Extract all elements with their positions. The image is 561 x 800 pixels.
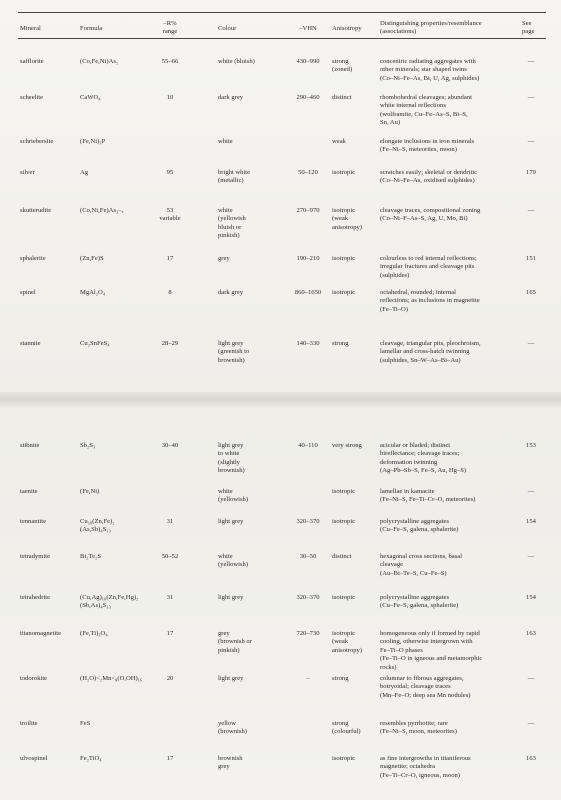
cell-anisotropy: very strong xyxy=(332,442,362,449)
cell-vhn: 140–330 xyxy=(296,340,320,347)
cell-colour: white (yellowish) xyxy=(218,553,249,569)
cell-formula: Ag xyxy=(80,169,89,176)
cell-mineral: troilite xyxy=(20,720,38,727)
cell-see: — xyxy=(527,207,535,214)
cell-r: 17 xyxy=(166,755,174,762)
cell-anisotropy: isotropic xyxy=(332,594,356,601)
cell-formula: (Fe,Ni)₃P xyxy=(80,138,106,145)
cell-vhn: 430–990 xyxy=(296,58,320,65)
cell-formula: (Cu,Ag)₁₀(Zn,Fe,Hg)₂ (Sb,As)₄S₁₃ xyxy=(80,594,139,610)
cell-mineral: skutterudite xyxy=(20,207,52,214)
cell-see: 163 xyxy=(526,630,536,637)
cell-colour: light grey xyxy=(218,594,244,601)
cell-mineral: stibnite xyxy=(20,442,40,449)
cell-anisotropy: isotropic xyxy=(332,755,356,762)
cell-colour: light grey (greenish to brownish) xyxy=(218,340,250,364)
cell-see: 151 xyxy=(526,255,536,262)
cell-colour: light grey to white (slightly brownish) xyxy=(218,442,245,475)
cell-formula: Bi₂Te₂S xyxy=(80,553,101,560)
cell-mineral: titanomagnetite xyxy=(20,630,62,637)
header-rule xyxy=(18,38,546,39)
cell-formula: (Co,Ni,Fe)As₃₋ₓ xyxy=(80,207,124,214)
cell-anisotropy: isotropic xyxy=(332,518,356,525)
cell-colour: light grey xyxy=(218,675,244,682)
cell-mineral: stannite xyxy=(20,340,41,347)
cell-props: octahedral, rounded; internal reflections; as inclusions in magnetite (Fe–Ti–O) xyxy=(380,289,480,313)
cell-formula: MgAl₂O₄ xyxy=(80,289,106,296)
cell-formula: (Zn,Fe)S xyxy=(80,255,104,262)
cell-colour: white (yellowish bluish or pinkish) xyxy=(218,207,246,240)
cell-props: resembles pyrrhotite; rare (Fe–Ni–S, moon, meteorites) xyxy=(380,720,457,736)
cell-see: 153 xyxy=(526,442,536,449)
cell-formula: (Fe,Ti)₃O₄ xyxy=(80,630,108,637)
cell-vhn: 50–120 xyxy=(298,169,318,176)
cell-props: polycrystalline aggregates (Cu–Fe–S, galena, sphalerite) xyxy=(380,594,459,610)
cell-r: 53 variable xyxy=(159,207,181,223)
cell-r: 31 xyxy=(166,518,174,525)
cell-see: — xyxy=(527,58,535,65)
cell-colour: grey (brownish or pinkish) xyxy=(218,630,252,654)
cell-see: 179 xyxy=(526,169,536,176)
cell-vhn: 320–370 xyxy=(296,594,320,601)
cell-anisotropy: isotropic xyxy=(332,488,356,495)
cell-formula: (H₂O)<₂Mn<₈(O,OH)₁₆ xyxy=(80,675,143,682)
cell-mineral: todorokite xyxy=(20,675,48,682)
cell-colour: bright white (metallic) xyxy=(218,169,251,185)
cell-see: — xyxy=(527,675,535,682)
cell-props: cleavage traces, compositional zoning (Co–Ni–F–As–S, Ag, U, Mo, Bi) xyxy=(380,207,481,223)
cell-formula: CaWO₄ xyxy=(80,94,101,101)
cell-see: 154 xyxy=(526,518,536,525)
cell-colour: dark grey xyxy=(218,94,244,101)
cell-r: 50–52 xyxy=(161,553,179,560)
cell-colour: white (bluish) xyxy=(218,58,255,65)
cell-vhn: – xyxy=(306,675,310,682)
cell-see: — xyxy=(527,720,535,727)
cell-anisotropy: strong xyxy=(332,340,349,347)
cell-see: — xyxy=(527,340,535,347)
cell-see: — xyxy=(527,138,535,145)
cell-vhn: 40–110 xyxy=(298,442,318,449)
cell-vhn: 190–210 xyxy=(296,255,320,262)
cell-anisotropy: isotropic xyxy=(332,289,356,296)
cell-anisotropy: distinct xyxy=(332,553,352,560)
cell-formula: FeS xyxy=(80,720,91,727)
page-gap xyxy=(0,392,561,408)
cell-props: homogeneous only if formed by rapid cooling, otherwise intergrown with Fe–Ti–O phases (Fe–Ti–O in igneous and metamorphic rocks) xyxy=(380,630,483,671)
cell-props: polycrystalline aggregates (Cu–Fe–S, galena, sphalerite) xyxy=(380,518,459,534)
cell-props: hexagonal cross sections, basal cleavage (Au–Bi–Te–S, Cu–Fe–S) xyxy=(380,553,463,577)
cell-mineral: tetradymite xyxy=(20,553,51,560)
cell-see: — xyxy=(527,94,535,101)
cell-vhn: 30–50 xyxy=(299,553,317,560)
cell-props: columnar to fibrous aggregates, botryoidal; cleavage traces (Mn–Fe–O; deep sea Mn nodules) xyxy=(380,675,471,699)
cell-props: colourless to red internal reflections; irregular fractures and cleavage pits (sulphides) xyxy=(380,255,477,279)
cell-vhn: 320–370 xyxy=(296,518,320,525)
cell-anisotropy: strong (colourful) xyxy=(332,720,361,736)
cell-mineral: taenite xyxy=(20,488,38,495)
cell-mineral: spinel xyxy=(20,289,36,296)
cell-mineral: scheelite xyxy=(20,94,44,101)
cell-see: — xyxy=(527,488,535,495)
cell-colour: light grey xyxy=(218,518,244,525)
cell-vhn: 290–460 xyxy=(296,94,320,101)
header-mineral: Mineral xyxy=(20,25,41,32)
cell-vhn: 270–970 xyxy=(296,207,320,214)
cell-r: 20 xyxy=(166,675,174,682)
header-properties: Distinguishing properties/resemblance (associations) xyxy=(380,20,482,36)
cell-see: 165 xyxy=(526,289,536,296)
cell-r: 28–29 xyxy=(161,340,179,347)
cell-r: 17 xyxy=(166,630,174,637)
cell-mineral: schriebersite xyxy=(20,138,54,145)
cell-r: 95 xyxy=(166,169,174,176)
cell-colour: white xyxy=(218,138,233,145)
cell-anisotropy: isotropic (weak anisotropy) xyxy=(332,630,363,654)
cell-anisotropy: strong xyxy=(332,675,349,682)
cell-mineral: sphalerite xyxy=(20,255,46,262)
cell-colour: dark grey xyxy=(218,289,244,296)
header-formula: Formula xyxy=(80,25,103,32)
cell-props: scratches easily; skeletal or dendritic (Co–Ni–Fe–As, oxidised sulphides) xyxy=(380,169,478,185)
cell-props: concentric radiating aggregates with other minerals; star shaped twins (Co–Ni–Fe–As, Bi, U, Ag, sulphides) xyxy=(380,58,480,82)
cell-r: 10 xyxy=(166,94,174,101)
header-see-page: See page xyxy=(522,20,535,36)
cell-r: 17 xyxy=(166,255,174,262)
cell-colour: yellow (brownish) xyxy=(218,720,247,736)
header-anisotropy: Anisotropy xyxy=(332,25,362,32)
cell-r: 31 xyxy=(166,594,174,601)
cell-props: elongate inclusions in iron minerals (Fe–Ni–S, meteorites, moon) xyxy=(380,138,475,154)
cell-anisotropy: isotropic (weak anisotropy) xyxy=(332,207,363,231)
cell-r: 55–66 xyxy=(161,58,179,65)
header-colour: Colour xyxy=(218,25,237,32)
cell-mineral: safflorite xyxy=(20,58,44,65)
cell-props: lamellae in kamacite (Fe–Ni–S, Fe–Ti–Cr–O, meteorites) xyxy=(380,488,476,504)
cell-colour: brownish grey xyxy=(218,755,243,771)
cell-anisotropy: weak xyxy=(332,138,346,145)
cell-formula: Sb₂S₃ xyxy=(80,442,96,449)
cell-vhn: 720–730 xyxy=(296,630,320,637)
cell-vhn: 860–1650 xyxy=(294,289,322,296)
cell-r: 8 xyxy=(168,289,172,296)
cell-anisotropy: strong (zoned) xyxy=(332,58,353,74)
cell-mineral: silver xyxy=(20,169,35,176)
cell-formula: (Co,Fe,Ni)As₂ xyxy=(80,58,119,65)
cell-formula: (Fe,Ni) xyxy=(80,488,100,495)
cell-mineral: tetrahedrite xyxy=(20,594,51,601)
header-vhn: –VHN xyxy=(299,25,317,32)
table-top-rule xyxy=(18,12,546,13)
cell-mineral: tennantite xyxy=(20,518,46,525)
cell-props: acicular or bladed; distinct bireflectance; cleavage traces; deformation twinning (Ag–Pb–Sb–S, Fe–S, Au, Hg–S) xyxy=(380,442,467,475)
cell-colour: white (yellowish) xyxy=(218,488,249,504)
header-reflectance: –R% range xyxy=(162,20,178,36)
cell-formula: Cu₂SnFeS₄ xyxy=(80,340,110,347)
cell-anisotropy: distinct xyxy=(332,94,352,101)
cell-formula: Fe₂TiO₄ xyxy=(80,755,102,762)
cell-props: rhombohedral cleavages; abundant white internal reflections (wolframite, Cu–Fe–As–S, Bi–S, Sn, Au) xyxy=(380,94,472,127)
cell-see: 154 xyxy=(526,594,536,601)
cell-props: as fine intergrowths in titaniferous magnetite; octahedra (Fe–Ti–Cr–O, igneous, moon) xyxy=(380,755,471,779)
cell-colour: grey xyxy=(218,255,230,262)
cell-r: 30–40 xyxy=(161,442,179,449)
cell-anisotropy: isotropic xyxy=(332,169,356,176)
cell-see: — xyxy=(527,553,535,560)
cell-props: cleavage, triangular pits, pleochroism, lamellar and cross-hatch twinning (sulphides, Sn–W–As–Bi–Au) xyxy=(380,340,481,364)
cell-see: 163 xyxy=(526,755,536,762)
cell-anisotropy: isotropic xyxy=(332,255,356,262)
cell-formula: Cu₁₀(Zn,Fe)₂ (As,Sb)₄S₁₃ xyxy=(80,518,115,534)
cell-mineral: ulvospinel xyxy=(20,755,48,762)
